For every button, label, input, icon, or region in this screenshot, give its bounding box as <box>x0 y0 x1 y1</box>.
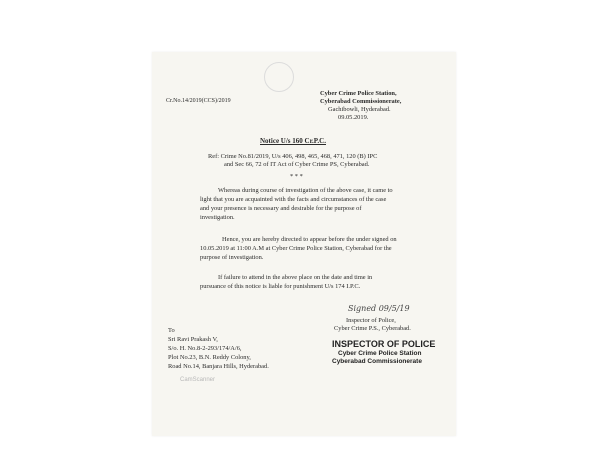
case-reference: Cr.No.14/2019(CCS)/2019 <box>166 98 231 104</box>
notice-title: Notice U/s 160 Cr.P.C. <box>260 137 326 145</box>
document-page: Cr.No.14/2019(CCS)/2019 Cyber Crime Police Station, Cyberabad Commissionerate, Gachibowli, Hyderabad. 09.05.2019. Notice U/s 160 Cr.P.C. Ref: Crime No.81/2019, U/s 406, 498, 465, 468, 471, 120 (B) IPC and Sec 66, 72 of IT Act of Cyber Crime PS, Cyberabad. * * * Whereas during course of investigation of the above case, it came to light that you are acquainted with the facts and circumstances of the case and your presence is necessary and desirable for the purpose of investigation. Hence, you are hereby directed to appear before the under signed on 10.05.2019 at 11:00 A.M at Cyber Crime Police Station, Cyberabad for the purpose of investigation. If failure to attend in the above place on the date and time in pursuance of this notice is liable for punishment U/s 174 I.P.C. Signed 09/5/19 Inspector of Police, Cyber Crime P.S., Cyberabad. INSPECTOR OF POLICE Cyber Crime Police Station Cyberabad Commissionerate To Sri Ravi Prakash V, S/o. H. No.8-2-293/174/A/6, Plot No.23, B.N. Reddy Colony, Road No.14, Banjara Hills, Hyderabad. CamScanner <box>152 52 456 436</box>
separator-stars: * * * <box>290 173 303 180</box>
signature: Signed 09/5/19 <box>348 304 410 313</box>
scanner-watermark: CamScanner <box>180 377 216 383</box>
scan-mark <box>264 62 294 92</box>
